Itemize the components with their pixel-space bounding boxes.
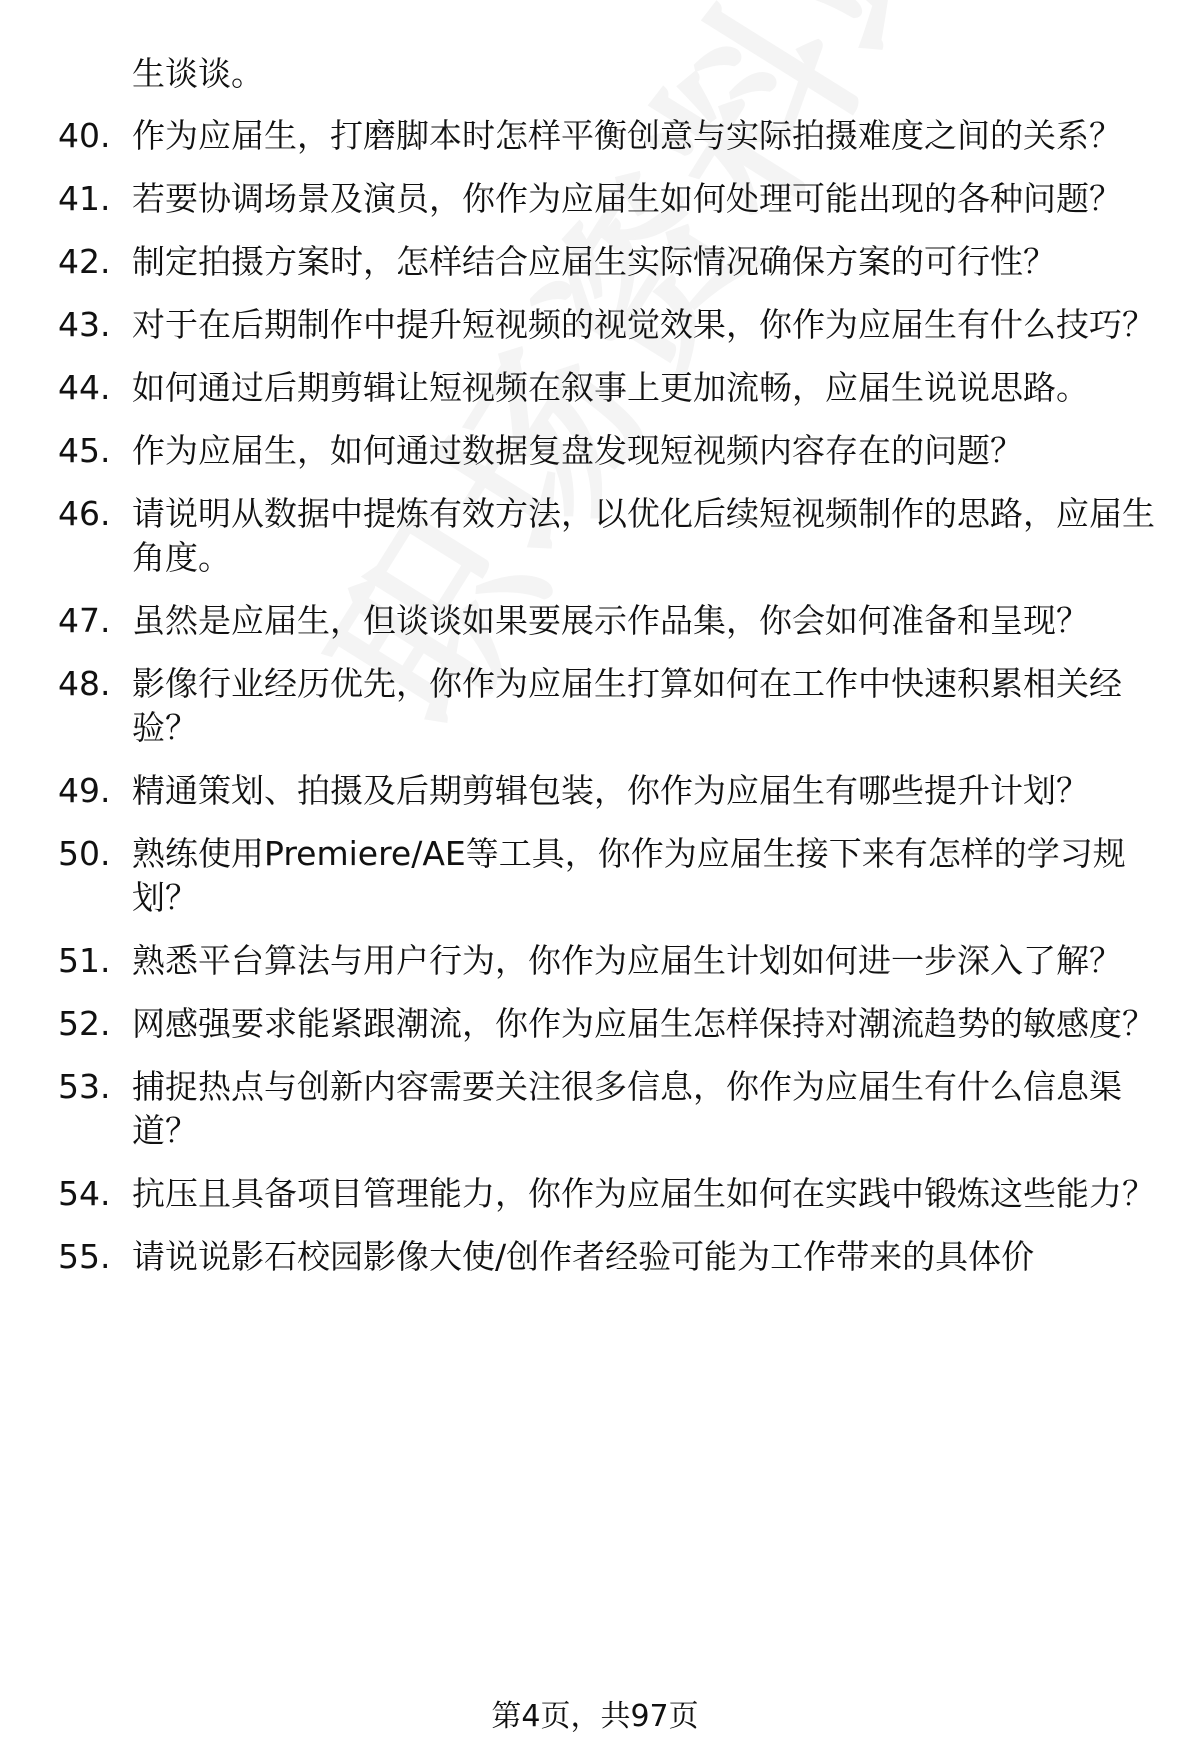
question-number: 44. xyxy=(58,368,111,407)
question-number: 48. xyxy=(58,664,111,703)
question-text: 虽然是应届生，但谈谈如果要展示作品集，你会如何准备和呈现？ xyxy=(132,601,1089,640)
question-text: 熟悉平台算法与用户行为，你作为应届生计划如何进一步深入了解？ xyxy=(132,941,1122,980)
question-item xyxy=(0,662,1157,750)
question-item xyxy=(0,1002,1157,1046)
continuation-text: 生谈谈。 xyxy=(132,54,264,93)
question-text: 熟练使用Premiere/AE等工具，你作为应届生接下来有怎样的学习规划？ xyxy=(132,834,1126,917)
question-text: 网感强要求能紧跟潮流，你作为应届生怎样保持对潮流趋势的敏感度？ xyxy=(132,1004,1155,1043)
question-number: 40. xyxy=(58,116,111,155)
page-footer: 第4页，共97页 xyxy=(491,1699,699,1734)
question-number: 45. xyxy=(58,431,111,470)
question-text: 请说明从数据中提炼有效方法，以优化后续短视频制作的思路，应届生角度。 xyxy=(132,494,1155,577)
question-number: 54. xyxy=(58,1174,111,1213)
question-item xyxy=(0,832,1157,920)
question-text: 请说说影石校园影像大使/创作者经验可能为工作带来的具体价 xyxy=(132,1237,1035,1276)
question-number: 53. xyxy=(58,1067,111,1106)
question-item xyxy=(0,599,1157,643)
question-text: 作为应届生，如何通过数据复盘发现短视频内容存在的问题？ xyxy=(132,431,1023,470)
question-text: 影像行业经历优先，你作为应届生打算如何在工作中快速积累相关经验？ xyxy=(132,664,1122,747)
question-item xyxy=(0,366,1157,410)
question-text: 制定拍摄方案时，怎样结合应届生实际情况确保方案的可行性？ xyxy=(132,242,1056,281)
question-text: 对于在后期制作中提升短视频的视觉效果，你作为应届生有什么技巧？ xyxy=(132,305,1155,344)
question-item xyxy=(0,114,1157,158)
question-number: 50. xyxy=(58,834,111,873)
question-item xyxy=(0,492,1157,580)
question-number: 51. xyxy=(58,941,111,980)
question-item xyxy=(0,1172,1157,1216)
question-text: 抗压且具备项目管理能力，你作为应届生如何在实践中锻炼这些能力？ xyxy=(132,1174,1155,1213)
question-number: 47. xyxy=(58,601,111,640)
question-item xyxy=(0,1065,1157,1153)
question-number: 52. xyxy=(58,1004,111,1043)
question-text: 若要协调场景及演员，你作为应届生如何处理可能出现的各种问题？ xyxy=(132,179,1122,218)
question-number: 49. xyxy=(58,771,111,810)
question-item xyxy=(0,303,1157,347)
question-list xyxy=(0,114,1190,1298)
question-number: 41. xyxy=(58,179,111,218)
question-item xyxy=(0,429,1157,473)
question-item xyxy=(0,769,1157,813)
question-number: 55. xyxy=(58,1237,111,1276)
question-text: 作为应届生，打磨脚本时怎样平衡创意与实际拍摄难度之间的关系？ xyxy=(132,116,1122,155)
question-item xyxy=(0,240,1157,284)
question-number: 46. xyxy=(58,494,111,533)
question-text: 捕捉热点与创新内容需要关注很多信息，你作为应届生有什么信息渠道？ xyxy=(132,1067,1122,1150)
question-item xyxy=(0,939,1157,983)
question-item xyxy=(0,1235,1157,1279)
question-text: 如何通过后期剪辑让短视频在叙事上更加流畅，应届生说说思路。 xyxy=(132,368,1089,407)
question-number: 42. xyxy=(58,242,111,281)
question-number: 43. xyxy=(58,305,111,344)
question-item xyxy=(0,177,1157,221)
question-text: 精通策划、拍摄及后期剪辑包装，你作为应届生有哪些提升计划？ xyxy=(132,771,1089,810)
